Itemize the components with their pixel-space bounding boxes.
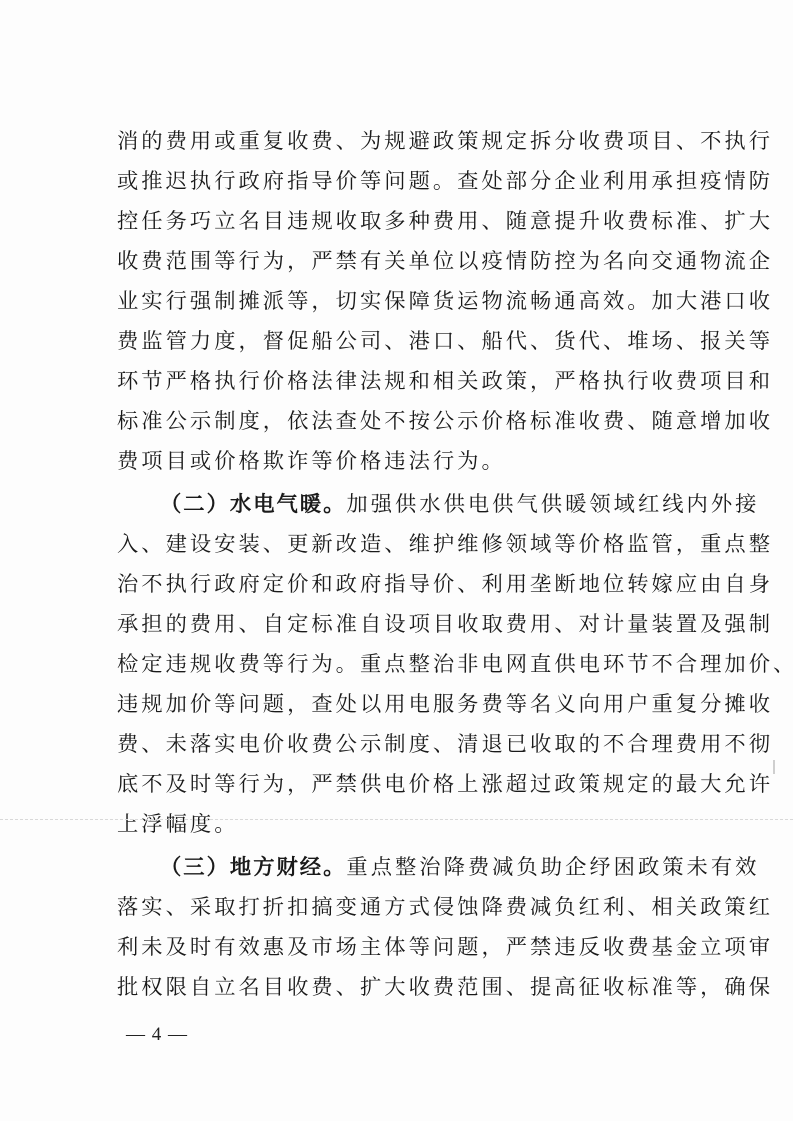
paragraph-1-line-1: 消的费用或重复收费、为规避政策规定拆分收费项目、不执行 [117, 129, 774, 154]
section-heading-2: （二）水电气暖。 [160, 492, 347, 517]
paragraph-3-first-line [160, 852, 760, 884]
paragraph-1-line-8: 标准公示制度，依法查处不按公示价格标准收费、随意增加收 [117, 409, 774, 434]
paragraph-1-line-4: 收费范围等行为，严禁有关单位以疫情防控为名向交通物流企 [117, 249, 774, 274]
paragraph-3-line-3: 利未及时有效惠及市场主体等问题，严禁违反收费基金立项审 [117, 935, 774, 960]
paragraph-1-line-7: 环节严格执行价格法律法规和相关政策，严格执行收费项目和 [117, 369, 774, 394]
paragraph-2-line-9: 上浮幅度。 [117, 812, 239, 837]
paragraph-2-line-4: 承担的费用、自定标准自设项目收取费用、对计量装置及强制 [117, 612, 774, 637]
paragraph-2-first-line-text: 加强供水供电供气供暖领域红线内外接 [346, 492, 760, 517]
scan-fold-line [0, 819, 793, 820]
paragraph-2-line-5: 检定违规收费等行为。重点整治非电网直供电环节不合理加价、 [117, 652, 797, 677]
scan-edge-mark [773, 760, 775, 774]
paragraph-2-line-6: 违规加价等问题，查处以用电服务费等名义向用户重复分摊收 [117, 692, 774, 717]
paragraph-3-first-line-text: 重点整治降费减负助企纾困政策未有效 [346, 855, 760, 880]
paragraph-2-first-line [160, 489, 760, 521]
page-number: — 4 — [126, 1024, 188, 1045]
paragraph-3-line-2: 落实、采取打折扣搞变通方式侵蚀降费减负红利、相关政策红 [117, 895, 774, 920]
paragraph-2-line-7: 费、未落实电价收费公示制度、清退已收取的不合理费用不彻 [117, 732, 774, 757]
paragraph-1-line-3: 控任务巧立名目违规收取多种费用、随意提升收费标准、扩大 [117, 209, 774, 234]
section-heading-3: （三）地方财经。 [160, 855, 347, 880]
paragraph-1-line-5: 业实行强制摊派等，切实保障货运物流畅通高效。加大港口收 [117, 289, 774, 314]
paragraph-1-line-6: 费监管力度，督促船公司、港口、船代、货代、堆场、报关等 [117, 329, 774, 354]
paragraph-1-line-2: 或推迟执行政府指导价等问题。查处部分企业利用承担疫情防 [117, 169, 774, 194]
paragraph-2-line-2: 入、建设安装、更新改造、维护维修领域等价格监管，重点整 [117, 532, 774, 557]
paragraph-2-line-8: 底不及时等行为，严禁供电价格上涨超过政策规定的最大允许 [117, 772, 774, 797]
paragraph-2-line-3: 治不执行政府定价和政府指导价、利用垄断地位转嫁应由自身 [117, 572, 774, 597]
paragraph-3-line-4: 批权限自立名目收费、扩大收费范围、提高征收标准等，确保 [117, 975, 774, 1000]
paragraph-1-line-9: 费项目或价格欺诈等价格违法行为。 [117, 449, 506, 474]
